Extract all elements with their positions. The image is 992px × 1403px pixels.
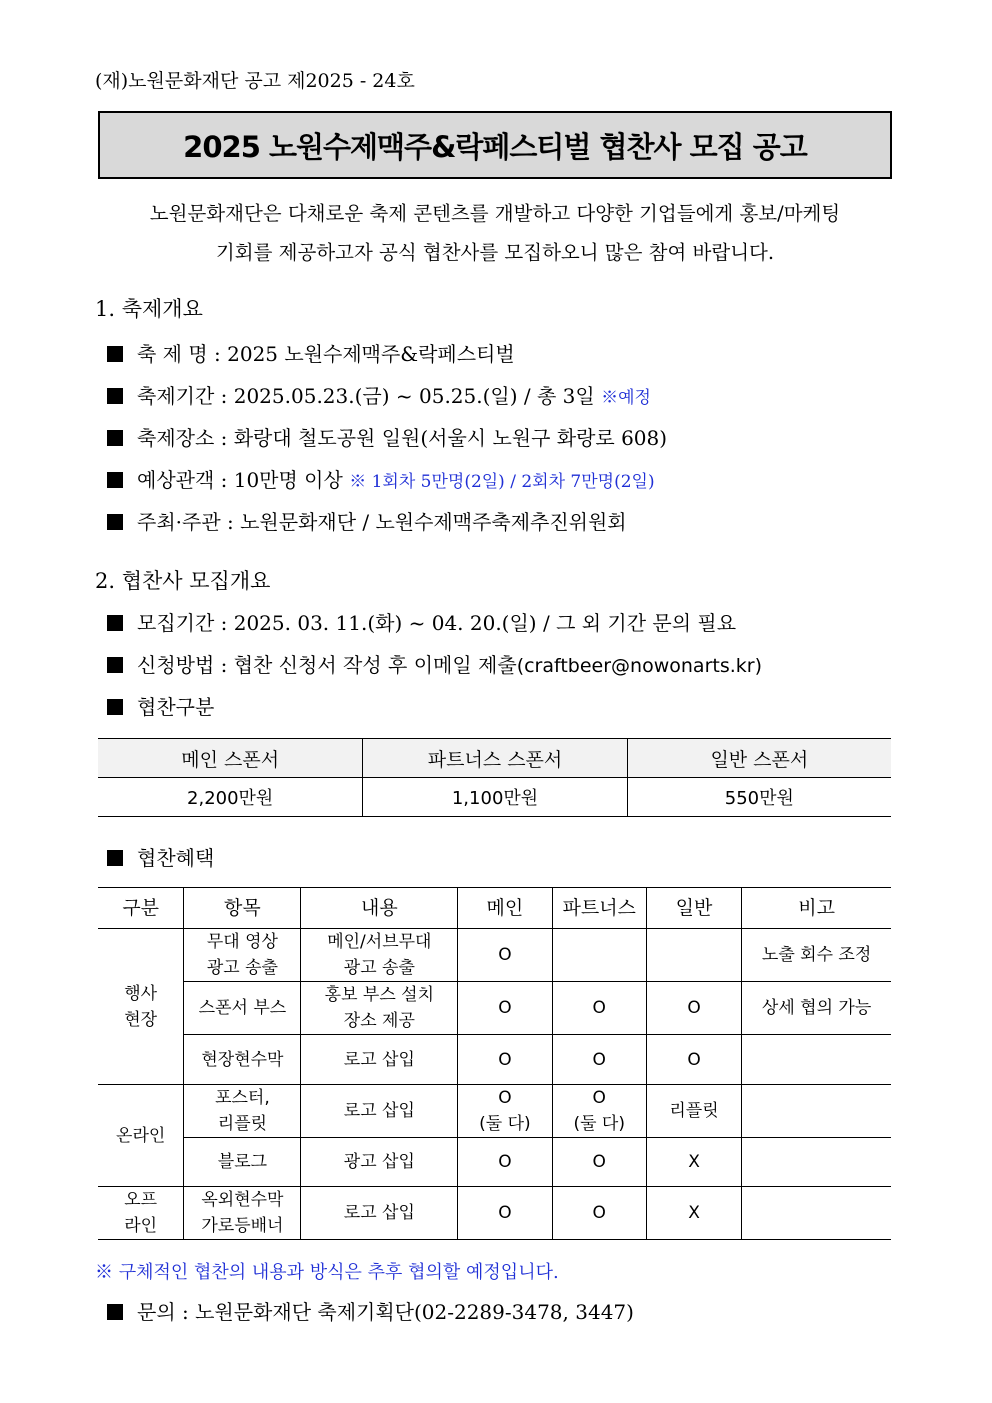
expected-audience: 예상관객 : 10만명 이상 ※ 1회차 5만명(2일) / 2회차 7만명(2일) [107, 464, 655, 493]
partners-cell: O [552, 1138, 646, 1187]
general-cell [646, 929, 741, 982]
bullet-square-icon [107, 430, 123, 446]
item-cell: 스폰서 부스 [184, 982, 301, 1035]
general-cell: X [646, 1138, 741, 1187]
general-cell: O [646, 1035, 741, 1085]
item-cell: 포스터, 리플릿 [184, 1085, 301, 1138]
item-cell: 무대 영상 광고 송출 [184, 929, 301, 982]
period-note: ※예정 [601, 388, 651, 408]
partners-cell [552, 929, 646, 982]
group-cell: 행사 현장 [98, 929, 184, 1085]
main-cell: O [458, 929, 552, 982]
item-cell: 블로그 [184, 1138, 301, 1187]
recruit-period: 모집기간 : 2025. 03. 11.(화) ~ 04. 20.(일) / 그 외 기간 문의 필요 [107, 607, 736, 636]
content-cell: 광고 삽입 [301, 1138, 458, 1187]
tier-header: 메인 스폰서 [98, 739, 363, 778]
audience-note: ※ 1회차 5만명(2일) / 2회차 7만명(2일) [349, 472, 655, 492]
main-cell: O [458, 1138, 552, 1187]
column-header: 파트너스 [552, 888, 646, 929]
general-cell: X [646, 1187, 741, 1240]
content-cell: 메인/서브무대 광고 송출 [301, 929, 458, 982]
organizer: 주최·주관 : 노원문화재단 / 노원수제맥주축제추진위원회 [107, 506, 627, 535]
table-row [98, 929, 891, 982]
bullet-square-icon [107, 514, 123, 530]
column-header: 메인 [458, 888, 552, 929]
bullet-square-icon [107, 346, 123, 362]
column-header: 내용 [301, 888, 458, 929]
main-cell: O (둘 다) [458, 1085, 552, 1138]
column-header: 일반 [646, 888, 741, 929]
festival-period: 축제기간 : 2025.05.23.(금) ~ 05.25.(일) / 총 3일 ※예정 [107, 380, 651, 409]
sponsor-category-label: 협찬구분 [107, 691, 214, 720]
bullet-square-icon [107, 699, 123, 715]
item-cell: 현장현수막 [184, 1035, 301, 1085]
partners-cell: O [552, 1187, 646, 1240]
bullet-square-icon [107, 615, 123, 631]
table-row [98, 1138, 891, 1187]
bullet-square-icon [107, 472, 123, 488]
table-row [98, 1085, 891, 1138]
partners-cell: O [552, 982, 646, 1035]
tier-header: 일반 스폰서 [627, 739, 891, 778]
general-cell: 리플릿 [646, 1085, 741, 1138]
main-cell: O [458, 982, 552, 1035]
note-cell: 노출 회수 조정 [742, 929, 891, 982]
table-header-row [98, 888, 891, 929]
column-header: 구분 [98, 888, 184, 929]
group-cell: 온라인 [98, 1085, 184, 1187]
tier-price: 2,200만원 [98, 778, 363, 817]
content-cell: 홍보 부스 설치 장소 제공 [301, 982, 458, 1035]
partners-cell: O (둘 다) [552, 1085, 646, 1138]
festival-venue: 축제장소 : 화랑대 철도공원 일원(서울시 노원구 화랑로 608) [107, 422, 667, 451]
intro-line-1: 노원문화재단은 다채로운 축제 콘텐츠를 개발하고 다양한 기업들에게 홍보/마케팅 [149, 202, 841, 225]
table-row [98, 1035, 891, 1085]
note-cell: 상세 협의 가능 [742, 982, 891, 1035]
partners-cell: O [552, 1035, 646, 1085]
content-cell: 로고 삽입 [301, 1035, 458, 1085]
apply-method: 신청방법 : 협찬 신청서 작성 후 이메일 제출(craftbeer@nowonarts.kr) [107, 649, 762, 678]
section-2-heading: 2. 협찬사 모집개요 [95, 569, 271, 593]
sponsor-tier-table [98, 738, 891, 817]
bullet-square-icon [107, 388, 123, 404]
general-cell: O [646, 982, 741, 1035]
note-cell [742, 1187, 891, 1240]
column-header: 비고 [742, 888, 891, 929]
page-title: 2025 노원수제맥주&락페스티벌 협찬사 모집 공고 [98, 111, 892, 179]
item-cell: 옥외현수막 가로등배너 [184, 1187, 301, 1240]
main-cell: O [458, 1187, 552, 1240]
note-cell [742, 1138, 891, 1187]
table-row [98, 982, 891, 1035]
intro-line-2: 기회를 제공하고자 공식 협찬사를 모집하오니 많은 참여 바랍니다. [215, 241, 775, 264]
bullet-square-icon [107, 657, 123, 673]
footnote: ※ 구체적인 협찬의 내용과 방식은 추후 협의할 예정입니다. [95, 1262, 559, 1283]
content-cell: 로고 삽입 [301, 1085, 458, 1138]
group-cell: 오프 라인 [98, 1187, 184, 1240]
tier-price: 1,100만원 [363, 778, 627, 817]
tier-price: 550만원 [627, 778, 891, 817]
tier-header: 파트너스 스폰서 [363, 739, 627, 778]
bullet-square-icon [107, 1304, 123, 1320]
benefit-table [98, 887, 891, 1240]
note-cell [742, 1035, 891, 1085]
bullet-square-icon [107, 850, 123, 866]
contact-email: (craftbeer@nowonarts.kr) [516, 655, 762, 677]
column-header: 항목 [184, 888, 301, 929]
content-cell: 로고 삽입 [301, 1187, 458, 1240]
inquiry-contact: 문의 : 노원문화재단 축제기획단(02-2289-3478, 3447) [107, 1296, 634, 1325]
sponsor-benefit-label: 협찬혜택 [107, 842, 214, 871]
section-1-heading: 1. 축제개요 [95, 297, 203, 321]
notice-number: (재)노원문화재단 공고 제2025 - 24호 [95, 70, 415, 92]
note-cell [742, 1085, 891, 1138]
main-cell: O [458, 1035, 552, 1085]
festival-name: 축 제 명 : 2025 노원수제맥주&락페스티벌 [107, 338, 515, 367]
table-row [98, 1187, 891, 1240]
